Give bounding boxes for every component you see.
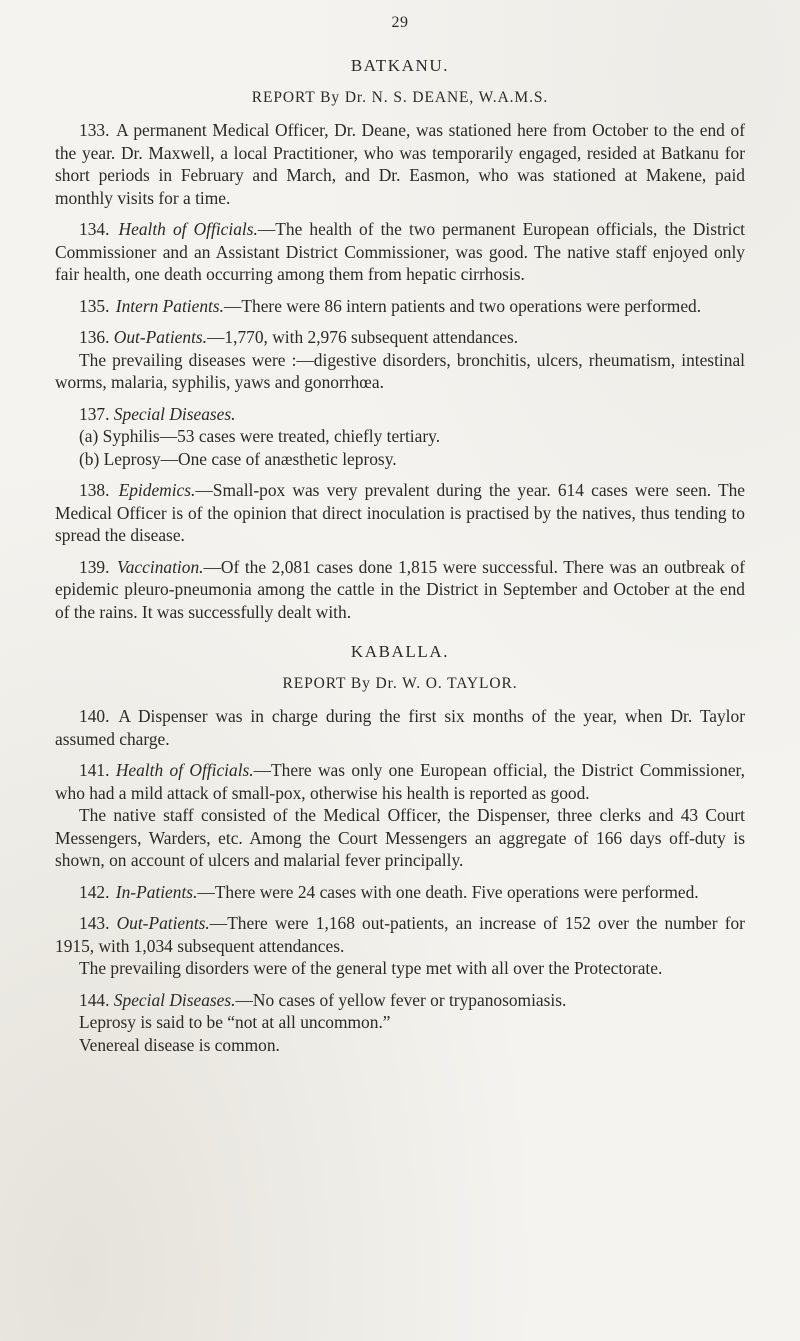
paragraph-heading: Epidemics. bbox=[118, 480, 196, 500]
sub-item-text: Leprosy—One case of anæsthetic leprosy. bbox=[103, 448, 397, 469]
section-kaballa bbox=[55, 641, 745, 1056]
paragraph-138 bbox=[55, 479, 745, 547]
report-byline: REPORT By Dr. N. S. DEANE, W.A.M.S. bbox=[251, 88, 549, 106]
sub-item-text: Syphilis—53 cases were treated, chiefly tertiary. bbox=[102, 426, 441, 446]
section-batkanu bbox=[55, 55, 745, 623]
paragraph-text: —There was only one European official, the District Commissioner, who had a mild attack of small-pox, otherwise his health is reported as good. bbox=[55, 760, 745, 803]
paragraph-heading: In-Patients. bbox=[115, 881, 198, 902]
paragraph-137 bbox=[55, 403, 745, 471]
paragraph-text: —No cases of yellow fever or trypanosomiasis. bbox=[235, 989, 567, 1010]
paragraph-134 bbox=[55, 218, 745, 286]
paragraph-text: A permanent Medical Officer, Dr. Deane, was stationed here from October to the end of the year. Dr. Maxwell, a local Practitioner, who was temporarily engaged, resided at Batkanu for short periods in February and March, and Dr. Easmon, who was stationed at Makene, paid monthly visits for a time. bbox=[55, 120, 746, 208]
page-number: 29 bbox=[391, 14, 409, 31]
paragraph-143 bbox=[55, 912, 745, 980]
paragraph-141-line bbox=[55, 759, 745, 804]
paragraph-text: A Dispenser was in charge during the first six months of the year, when Dr. Taylor assumed charge. bbox=[55, 706, 745, 749]
paragraph-number: 143. bbox=[79, 913, 110, 933]
sub-item-b bbox=[55, 448, 745, 471]
sub-item-label: (a) bbox=[79, 426, 99, 446]
paragraph-text-continued: The native staff consisted of the Medical Officer, the Dispenser, three clerks and 43 Court Messengers, Warders, etc. Among the Court Messengers an aggregate of 166 days off-duty is shown, on account of ulcers and malarial fever principally. bbox=[55, 805, 745, 870]
paragraph-135 bbox=[55, 295, 745, 318]
paragraph-text-continued: Leprosy is said to be “not at all uncommon.” bbox=[79, 1012, 391, 1032]
paragraph-137-line bbox=[55, 403, 745, 426]
paragraph-number: 137. bbox=[79, 403, 110, 424]
paragraph-text: —There were 1,168 out-patients, an increase of 152 over the number for 1915, with 1,034 subsequent attendances. bbox=[55, 913, 745, 956]
paragraph-text: —1,770, with 2,976 subsequent attendances. bbox=[207, 327, 519, 347]
paragraph-heading: Out-Patients. bbox=[113, 327, 208, 347]
paragraph-text: —Small-pox was very prevalent during the year. 614 cases were seen. The Medical Officer is of the opinion that direct inoculation is practised by the natives, thus tending to spread the disease. bbox=[55, 480, 745, 545]
paragraph-136 bbox=[55, 326, 745, 394]
paragraph-number: 138. bbox=[79, 480, 110, 500]
paragraph-text-continued: The prevailing diseases were :—digestive disorders, bronchitis, ulcers, rheumatism, intestinal worms, malaria, syphilis, yaws and gonorrhœa. bbox=[55, 349, 745, 392]
paragraph-number: 142. bbox=[79, 881, 110, 902]
paragraph-number: 133. bbox=[79, 120, 110, 140]
paragraph-heading: Special Diseases. bbox=[113, 403, 236, 424]
paragraph-number: 136. bbox=[79, 327, 110, 347]
paragraph-text-continued: The prevailing disorders were of the general type met with all over the Protectorate. bbox=[79, 958, 663, 978]
paragraph-text: —The health of the two permanent European officials, the District Commissioner and an Assistant District Commissioner, was good. The native staff enjoyed only fair health, one death occurring among them from hepatic cirrhosis. bbox=[55, 219, 745, 284]
paragraph-141 bbox=[55, 759, 745, 872]
paragraph-heading: Health of Officials. bbox=[118, 219, 258, 239]
report-byline: REPORT By Dr. W. O. TAYLOR. bbox=[282, 674, 518, 692]
paragraph-142 bbox=[55, 881, 745, 904]
paragraph-text: —There were 24 cases with one death. Five operations were performed. bbox=[197, 881, 699, 902]
paragraph-143-line bbox=[55, 912, 745, 957]
paragraph-heading: Health of Officials. bbox=[115, 760, 254, 780]
paragraph-140 bbox=[55, 705, 745, 750]
paragraph-number: 135. bbox=[79, 295, 110, 316]
paragraph-number: 141. bbox=[79, 760, 110, 780]
paragraph-144 bbox=[55, 989, 745, 1057]
paragraph-139 bbox=[55, 556, 745, 624]
paragraph-number: 139. bbox=[79, 556, 110, 577]
paragraph-number: 134. bbox=[79, 219, 110, 239]
paragraph-heading: Special Diseases. bbox=[113, 989, 236, 1010]
sub-item-a bbox=[55, 425, 745, 448]
paragraph-text: —There were 86 intern patients and two operations were performed. bbox=[224, 295, 702, 316]
page-body bbox=[55, 55, 745, 1056]
section-title: KABALLA. bbox=[350, 642, 450, 661]
paragraph-heading: Intern Patients. bbox=[115, 295, 224, 316]
paragraph-text: —Of the 2,081 cases done 1,815 were successful. There was an outbreak of epidemic pleuro-pneumonia among the cattle in the District in September and October at the end of the rains. It was successfully dealt with. bbox=[55, 556, 745, 622]
paragraph-text-continued: Venereal disease is common. bbox=[79, 1034, 280, 1055]
paragraph-number: 140. bbox=[79, 706, 110, 726]
paragraph-number: 144. bbox=[79, 989, 110, 1010]
section-title: BATKANU. bbox=[350, 56, 450, 75]
paragraph-136-line bbox=[55, 326, 745, 349]
paragraph-144-line bbox=[55, 989, 745, 1012]
paragraph-heading: Out-Patients. bbox=[116, 913, 210, 933]
paragraph-heading: Vaccination. bbox=[117, 556, 204, 577]
sub-item-label: (b) bbox=[79, 448, 100, 469]
paragraph-133 bbox=[55, 119, 745, 209]
